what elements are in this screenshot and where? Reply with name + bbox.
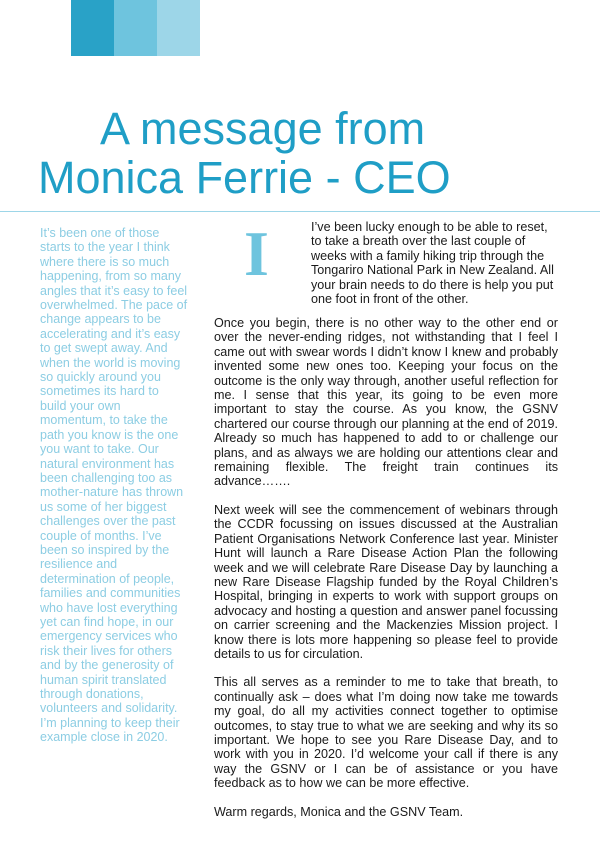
color-block-dark <box>71 0 114 56</box>
color-block-light <box>157 0 200 56</box>
color-block-medium <box>114 0 157 56</box>
paragraph-3: This all serves as a reminder to me to take that breath, to continually ask – does what I’m doing now take me towards my goal, do all my activities connect together to optimise outcomes, to stay true to what we are seeking and why its so important. We hope to see you Rare Disease Day, and to work with you in 2020. I’d welcome your call if there is any way the GSNV or I can be of assistance or you have feedback as to how we can be more effective. <box>214 675 558 791</box>
title-line-1: A message from <box>100 103 426 154</box>
article-intro <box>214 218 558 307</box>
paragraph-2: Next week will see the commencement of webinars through the CCDR focussing on issues discussed at the Australian Patient Organisations Network Conference last year. Minister Hunt will launch a Rare Disease Action Plan the following week and we will celebrate Rare Disease Day by launching a new Rare Disease Flagship funded by the Royal Children’s Hospital, bringing in experts to work with support groups on advocacy and hosting a question and answer panel focussing on carrier screening and the Mackenzies Mission project. I know there is lots more happening so please feel to provide details to us for circulation. <box>214 502 558 661</box>
page-title <box>0 104 600 202</box>
intro-paragraph: I’ve been lucky enough to be able to reset, to take a breath over the last couple of weeks with a family hiking trip through the Tongariro National Park in New Zealand. All your brain needs to do there is help you put one foot in front of the other. <box>311 220 554 307</box>
title-divider <box>0 211 600 212</box>
article-body <box>214 218 558 819</box>
header-color-blocks <box>71 0 200 56</box>
drop-cap: I <box>244 218 269 289</box>
sign-off: Warm regards, Monica and the GSNV Team. <box>214 804 464 819</box>
sidebar-pull-text: It’s been one of those starts to the year I think where there is so much happening, from so many angles that it’s easy to feel overwhelmed. The pace of change appears to be accelerating and it’s easy to get swept away. And when the world is moving so quickly around you sometimes its hard to build your own momentum, to take the path you know is the one you want to take. Our natural environment has been challenging too as mother-nature has thrown us some of her biggest challenges over the past couple of months. I’ve been so inspired by the resilience and determination of people, families and communities who have lost everything yet can find hope, in our emergency services who risk their lives for others and by the generosity of human spirit translated through donations, volunteers and solidarity. I’m planning to keep their example close in 2020. <box>40 226 188 745</box>
title-line-2: Monica Ferrie - CEO <box>38 152 451 203</box>
paragraph-1: Once you begin, there is no other way to the other end or over the never-ending ridges, not withstanding that I feel I came out with swear words I didn’t know I knew and probably invented some new ones too. Keeping your focus on the outcome is the only way through, another useful reflection for me. I sense that this year, its going to be even more important to stay the course. As you know, the GSNV chartered our course through our planning at the end of 2019. Already so much has happened to add to or challenge our plans, and as always we are holding our attentions clear and remaining flexible. The freight train continues its advance……. <box>214 316 558 489</box>
